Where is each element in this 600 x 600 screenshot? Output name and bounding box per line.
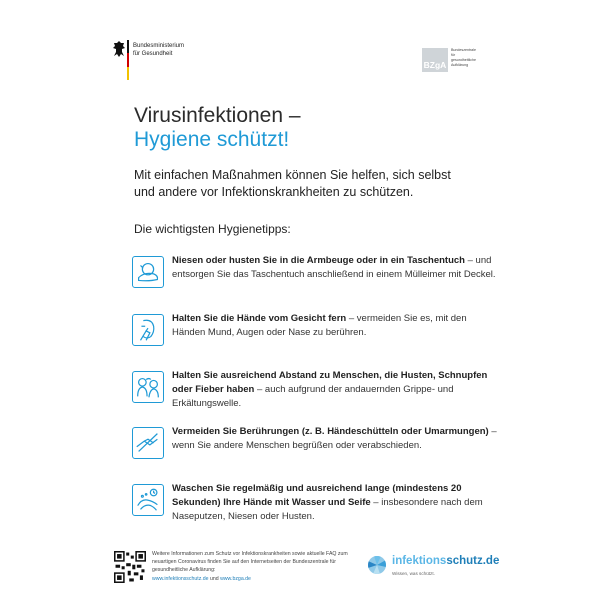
- ministry-name: Bundesministerium für Gesundheit: [133, 43, 185, 57]
- cough-into-elbow-icon: [132, 256, 164, 288]
- tip-text: Vermeiden Sie Berührungen (z. B. Händeschütteln oder Umarmungen) – wenn Sie andere Menschen begrüßen oder verabschieden.: [172, 426, 497, 451]
- bzga-logo: [422, 48, 494, 72]
- intro-text: Mit einfachen Maßnahmen können Sie helfen, sich selbst und andere vor Infektionskrankheiten zu schützen.: [134, 168, 451, 199]
- footer-link-bzga[interactable]: www.bzga.de: [220, 575, 251, 582]
- no-handshake-icon: [132, 427, 164, 459]
- section-heading: Die wichtigsten Hygienetipps:: [134, 222, 291, 236]
- ministry-logo: [112, 40, 222, 80]
- tip-text: Waschen Sie regelmäßig und ausreichend lange (mindestens 20 Sekunden) Ihre Hände mit Wasser und Seife – insbesondere nach dem Naseputzen, Niesen oder Husten.: [172, 483, 483, 522]
- tip-item: [132, 427, 502, 467]
- tip-item: [132, 371, 502, 411]
- tip-item: [132, 484, 502, 524]
- hand-washing-icon: [132, 484, 164, 516]
- face-touch-icon: [132, 314, 164, 346]
- infektionsschutz-logo: [368, 554, 508, 580]
- footer-link-infektionsschutz[interactable]: www.infektionsschutz.de: [152, 575, 209, 582]
- infektionsschutz-wordmark: infektionsschutz.de: [392, 555, 500, 567]
- tip-text: Halten Sie ausreichend Abstand zu Menschen, die Husten, Schnupfen oder Fieber haben – auch aufgrund der andauernden Grippe- und Erkältungswelle.: [172, 370, 488, 409]
- qr-code-icon[interactable]: [114, 551, 146, 583]
- german-flag-stripe: [127, 40, 129, 80]
- distance-icon: [132, 371, 164, 403]
- tip-text: Niesen oder husten Sie in die Armbeuge oder in ein Taschentuch – und entsorgen Sie das Taschentuch anschließend in einem Mülleimer mit Deckel.: [172, 255, 496, 280]
- poster: [82, 0, 518, 600]
- tip-item: [132, 256, 502, 296]
- footer-info: Weitere Informationen zum Schutz vor Infektionskrankheiten sowie aktuelle FAQ zum neuartigen Coronavirus finden Sie auf den Internetseiten der Bundeszentrale für gesundheitliche Aufklärung: www.infektionsschutz.de und www.bzga.de: [152, 551, 348, 582]
- federal-eagle-icon: [112, 40, 126, 58]
- bzga-mark: BZgA: [422, 48, 448, 72]
- infektionsschutz-globe-icon: [368, 556, 386, 574]
- tip-text: Halten Sie die Hände vom Gesicht fern – vermeiden Sie es, mit den Händen Mund, Augen oder Nase zu berühren.: [172, 313, 467, 338]
- title-line-2: Hygiene schützt!: [134, 128, 290, 151]
- infektionsschutz-slogan: Wissen, was schützt.: [392, 571, 435, 576]
- tip-item: [132, 314, 502, 354]
- title-line-1: Virusinfektionen –: [134, 104, 301, 127]
- bzga-name: Bundeszentrale für gesundheitliche Aufklärung: [451, 48, 476, 67]
